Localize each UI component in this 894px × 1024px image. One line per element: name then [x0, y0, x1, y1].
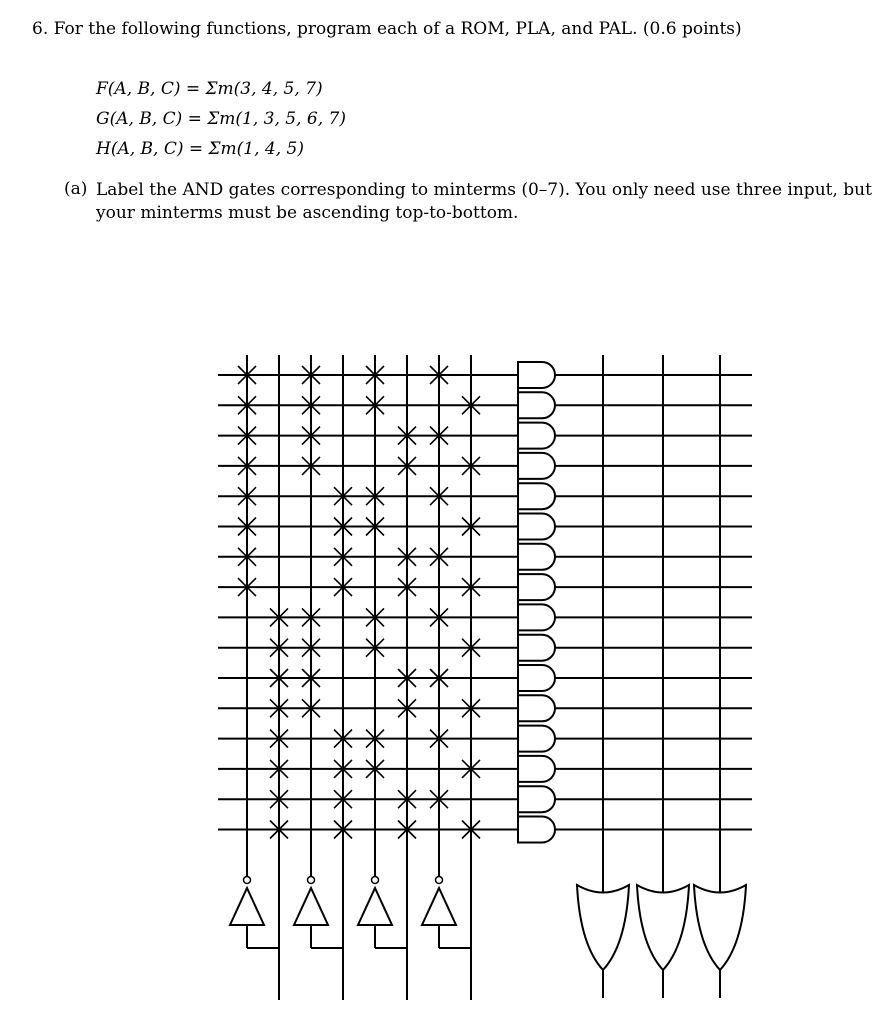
input-buffers	[230, 845, 471, 1000]
and-gate-15	[518, 817, 555, 843]
buffer-3	[422, 888, 456, 925]
equation-f: F(A, B, C) = Σm(3, 4, 5, 7)	[96, 79, 323, 99]
or-gate-1	[637, 885, 689, 970]
or-gate-0	[577, 885, 629, 970]
and-gate-1	[518, 392, 555, 418]
inverter-bubble-0	[244, 877, 251, 884]
equation-g: G(A, B, C) = Σm(1, 3, 5, 6, 7)	[96, 109, 347, 129]
and-gate-5	[518, 514, 555, 540]
buffer-2	[358, 888, 392, 925]
and-gate-column	[518, 362, 752, 843]
inverter-bubble-2	[372, 877, 379, 884]
and-gate-4	[518, 483, 555, 509]
and-gate-11	[518, 695, 555, 721]
part-a-text: Label the AND gates corresponding to minterms (0–7). You only need use three input, but your minterms must be ascending top-to-bottom.	[96, 180, 872, 223]
and-gate-9	[518, 635, 555, 661]
buffer-1	[294, 888, 328, 925]
question-title: 6. For the following functions, program each of a ROM, PLA, and PAL. (0.6 points)	[32, 19, 742, 39]
and-gate-14	[518, 786, 555, 812]
inverter-bubble-1	[308, 877, 315, 884]
equation-h: H(A, B, C) = Σm(1, 4, 5)	[96, 139, 305, 159]
and-gate-7	[518, 574, 555, 600]
and-gate-10	[518, 665, 555, 691]
and-gate-8	[518, 604, 555, 630]
inverter-bubble-3	[436, 877, 443, 884]
part-a-label: (a)	[64, 179, 88, 199]
and-gate-0	[518, 362, 555, 388]
and-gate-2	[518, 423, 555, 449]
or-gate-2	[694, 885, 746, 970]
or-gates	[577, 885, 746, 998]
buffer-0	[230, 888, 264, 925]
and-gate-6	[518, 544, 555, 570]
and-gate-3	[518, 453, 555, 479]
and-gate-12	[518, 726, 555, 752]
and-gate-13	[518, 756, 555, 782]
